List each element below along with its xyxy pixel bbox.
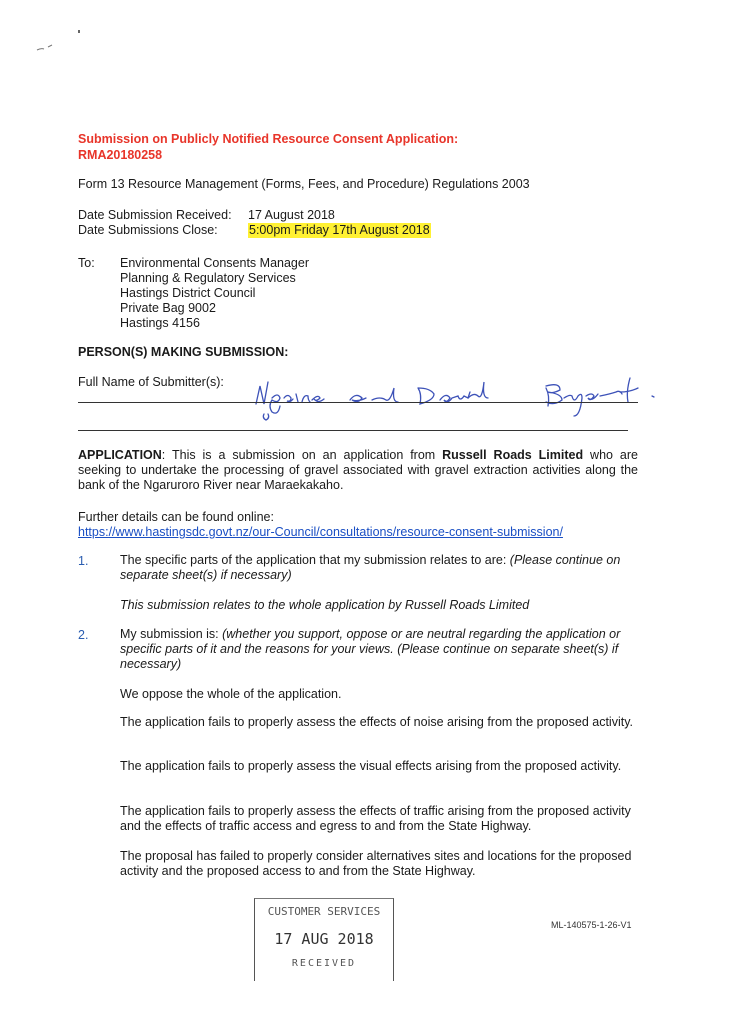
item-2-note: (whether you support, oppose or are neutral regarding the application or specific parts of it and the reasons for your views. (Please continue on separate sheet(s) if necessary)	[120, 627, 621, 671]
applicant-company: Russell Roads Limited	[442, 448, 584, 462]
date-received-label: Date Submission Received:	[78, 208, 232, 222]
date-close-label: Date Submissions Close:	[78, 223, 218, 237]
item-1-answer: This submission relates to the whole application by Russell Roads Limited	[120, 598, 530, 612]
submitter-name-line	[78, 402, 638, 403]
item-2-text	[120, 627, 640, 672]
scan-mark	[36, 40, 48, 46]
address-line: Environmental Consents Manager	[120, 256, 309, 270]
persons-heading: PERSON(S) MAKING SUBMISSION:	[78, 345, 289, 359]
item-1-question: The specific parts of the application that my submission relates to are:	[120, 553, 510, 567]
stamp-text	[255, 899, 393, 966]
item-2-number: 2.	[78, 628, 89, 642]
full-name-label: Full Name of Submitter(s):	[78, 375, 224, 389]
address-line: Hastings District Council	[120, 286, 256, 300]
item-2-question: My submission is:	[120, 627, 223, 641]
date-close-value: 5:00pm Friday 17th August 2018	[249, 223, 430, 237]
scan-dot	[78, 30, 80, 33]
to-address	[120, 256, 309, 331]
item-1-number: 1.	[78, 554, 89, 568]
received-stamp	[254, 898, 394, 981]
application-text-1: : This is a submission on an application from	[161, 448, 443, 462]
document-title	[78, 131, 678, 163]
submission-paragraph: The proposal has failed to properly consider alternatives sites and locations for the proposed activity and the proposed access to and from the State Highway.	[120, 849, 632, 878]
further-details-label: Further details can be found online:	[78, 510, 274, 524]
document-reference: ML-140575-1-26-V1	[551, 920, 632, 930]
item-1-note: (Please continue on separate sheet(s) if necessary)	[120, 553, 621, 582]
item-1-text	[120, 553, 640, 583]
submission-paragraph: The application fails to properly assess the visual effects arising from the proposed activity.	[120, 759, 622, 773]
submission-paragraph: The application fails to properly assess the effects of noise arising from the proposed activity.	[120, 715, 633, 729]
address-line: Planning & Regulatory Services	[120, 271, 296, 285]
to-label: To:	[78, 256, 95, 270]
application-paragraph	[78, 448, 638, 493]
stamp-date: 17 AUG 2018	[274, 930, 374, 948]
date-received-value: 17 August 2018	[248, 208, 335, 222]
submission-paragraph: The application fails to properly assess the effects of traffic arising from the proposed activity and the effects of traffic access and egress to and from the State Highway.	[120, 804, 631, 833]
application-lead: APPLICATION	[78, 448, 162, 462]
submission-paragraph: We oppose the whole of the application.	[120, 687, 342, 701]
application-text-2: who are seeking to undertake the processing of gravel associated with gravel extraction activities along the bank of the Ngaruroro River near Maraekakaho.	[78, 448, 638, 492]
dates-block	[78, 208, 431, 238]
date-received-row	[78, 208, 431, 223]
address-line: Private Bag 9002	[120, 301, 216, 315]
stamp-line-3: RECEIVED	[291, 958, 357, 966]
title-line-1: Submission on Publicly Notified Resource Consent Application:	[78, 132, 459, 146]
title-reference: RMA20180258	[78, 148, 163, 162]
handwritten-name	[250, 374, 670, 424]
stamp-line-1: CUSTOMER SERVICES	[267, 905, 381, 918]
consultation-link[interactable]: https://www.hastingsdc.govt.nz/our-Council/consultations/resource-consent-submission/	[78, 525, 563, 539]
form-regulation: Form 13 Resource Management (Forms, Fees, and Procedure) Regulations 2003	[78, 177, 530, 191]
address-line: Hastings 4156	[120, 316, 200, 330]
date-close-row	[78, 223, 431, 238]
further-details	[78, 510, 563, 540]
submitter-name-line-2	[78, 430, 628, 431]
